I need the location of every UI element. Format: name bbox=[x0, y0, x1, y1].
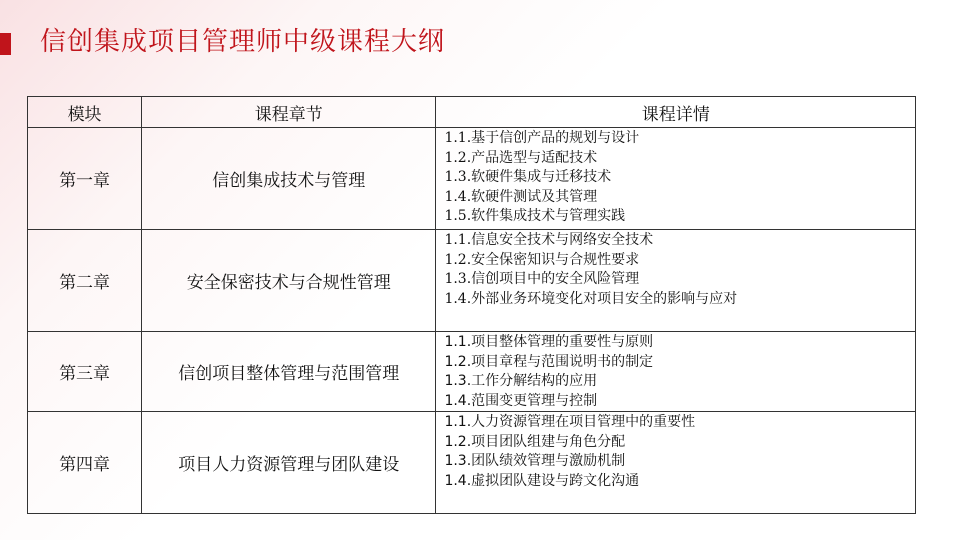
title-accent-bar bbox=[0, 33, 11, 55]
detail-cell bbox=[436, 128, 916, 230]
detail-item: 1.2.安全保密知识与合规性要求 bbox=[444, 251, 640, 268]
detail-item: 1.2.项目章程与范围说明书的制定 bbox=[444, 353, 654, 370]
detail-item: 1.3.软硬件集成与迁移技术 bbox=[444, 169, 612, 185]
detail-item: 1.4.虚拟团队建设与跨文化沟通 bbox=[444, 472, 640, 489]
table-header-row bbox=[28, 97, 916, 128]
detail-item: 1.2.产品选型与适配技术 bbox=[444, 149, 598, 166]
detail-item: 1.4.软硬件测试及其管理 bbox=[444, 188, 598, 205]
chapter-cell: 项目人力资源管理与团队建设 bbox=[142, 412, 436, 514]
detail-list bbox=[436, 412, 915, 491]
course-outline-table bbox=[27, 96, 916, 514]
chapter-cell: 信创集成技术与管理 bbox=[142, 128, 436, 230]
module-cell: 第二章 bbox=[28, 230, 142, 332]
table-row bbox=[28, 128, 916, 230]
page-title: 信创集成项目管理师中级课程大纲 bbox=[40, 27, 446, 57]
detail-cell bbox=[436, 230, 916, 332]
column-header-chapter: 课程章节 bbox=[142, 97, 436, 128]
detail-item: 1.2.项目团队组建与角色分配 bbox=[444, 433, 626, 450]
detail-item: 1.3.工作分解结构的应用 bbox=[444, 373, 598, 389]
chapter-cell: 信创项目整体管理与范围管理 bbox=[142, 332, 436, 412]
detail-cell bbox=[436, 332, 916, 412]
detail-item: 1.3.信创项目中的安全风险管理 bbox=[444, 271, 640, 287]
detail-cell bbox=[436, 412, 916, 514]
detail-item: 1.1.人力资源管理在项目管理中的重要性 bbox=[444, 414, 696, 430]
detail-item: 1.5.软件集成技术与管理实践 bbox=[444, 208, 626, 224]
table-row bbox=[28, 332, 916, 412]
column-header-module: 模块 bbox=[28, 97, 142, 128]
module-cell: 第四章 bbox=[28, 412, 142, 514]
detail-item: 1.3.团队绩效管理与激励机制 bbox=[444, 453, 626, 469]
detail-list bbox=[436, 230, 915, 309]
detail-list bbox=[436, 332, 915, 411]
detail-item: 1.1.信息安全技术与网络安全技术 bbox=[444, 232, 654, 248]
detail-item: 1.1.项目整体管理的重要性与原则 bbox=[444, 334, 654, 350]
column-header-details: 课程详情 bbox=[436, 97, 916, 128]
detail-item: 1.4.范围变更管理与控制 bbox=[444, 392, 598, 409]
module-cell: 第三章 bbox=[28, 332, 142, 412]
module-cell: 第一章 bbox=[28, 128, 142, 230]
table-row bbox=[28, 230, 916, 332]
detail-list bbox=[436, 128, 915, 227]
chapter-cell: 安全保密技术与合规性管理 bbox=[142, 230, 436, 332]
detail-item: 1.4.外部业务环境变化对项目安全的影响与应对 bbox=[444, 290, 738, 307]
table-row bbox=[28, 412, 916, 514]
detail-item: 1.1.基于信创产品的规划与设计 bbox=[444, 130, 640, 146]
